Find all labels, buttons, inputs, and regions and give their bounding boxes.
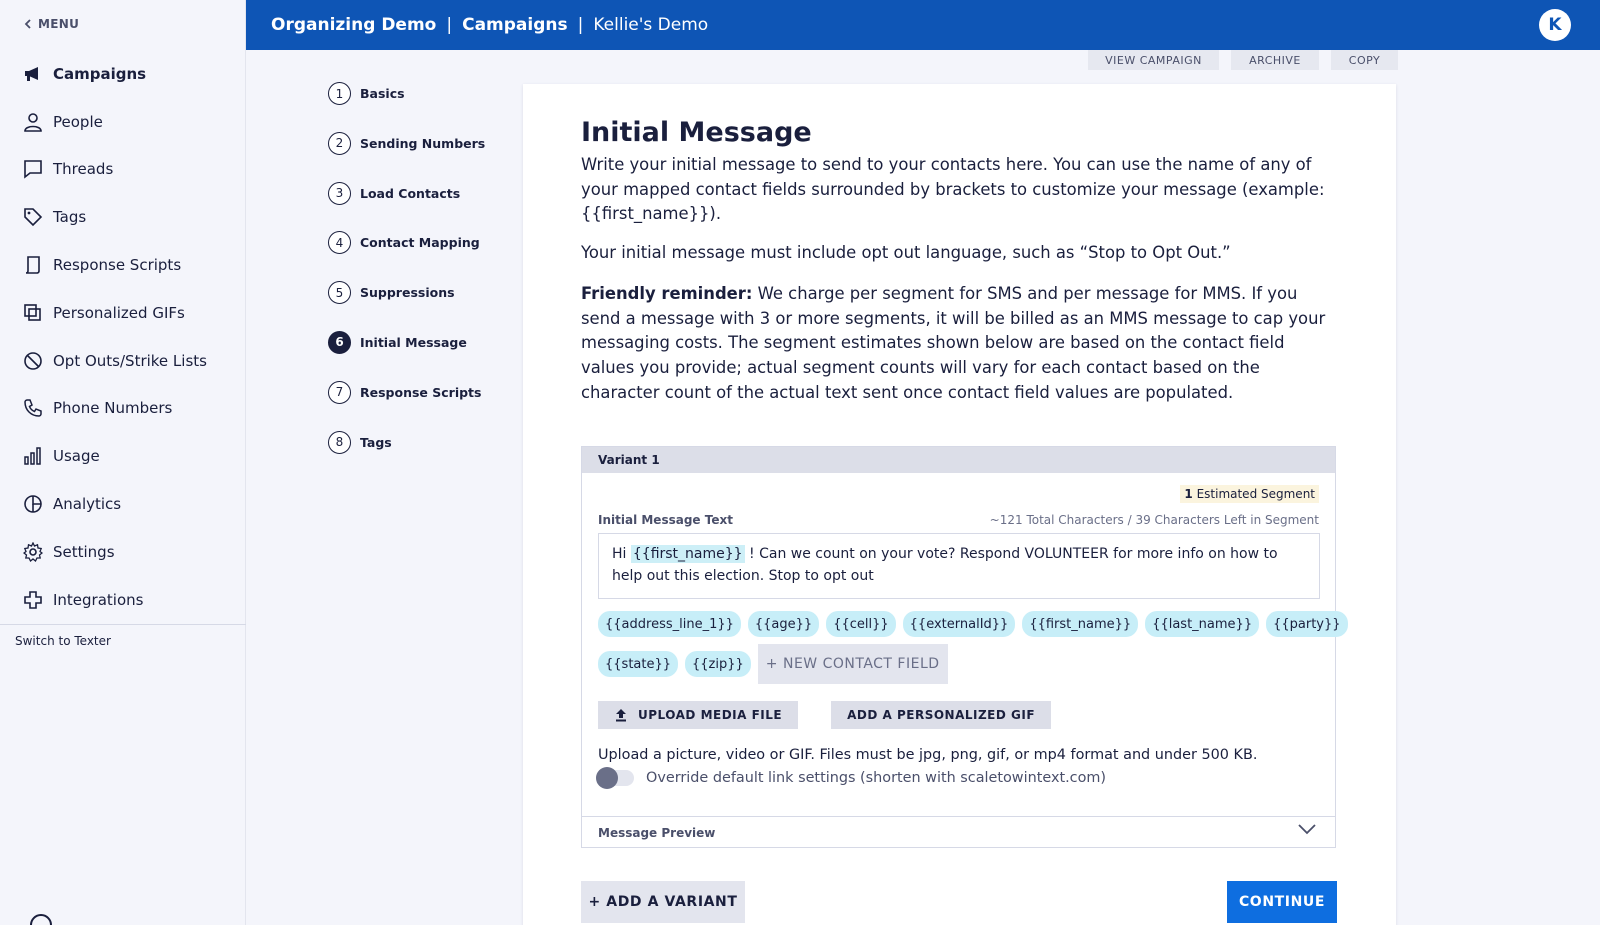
sidebar-item-label: Tags [53, 208, 87, 227]
breadcrumb-separator: | [446, 15, 453, 35]
sidebar-item-personalized-gifs[interactable] [0, 289, 246, 337]
menu-back-link[interactable] [24, 17, 79, 31]
sidebar-item-usage[interactable] [0, 432, 246, 480]
initial-message-card [523, 84, 1396, 925]
step-label: Load Contacts [360, 185, 461, 201]
step-label: Tags [360, 434, 392, 450]
reminder-label: Friendly reminder: [581, 284, 753, 303]
field-chip[interactable]: {{address_line_1}} [598, 611, 741, 637]
gear-icon [23, 542, 43, 562]
block-icon [23, 351, 43, 371]
sidebar [0, 0, 246, 925]
sidebar-item-label: Response Scripts [53, 256, 182, 275]
org-name[interactable]: Organizing Demo [271, 15, 437, 35]
message-token: {{first_name}} [632, 546, 743, 562]
sidebar-nav [0, 50, 246, 624]
step-label: Initial Message [360, 334, 467, 350]
step-number: 1 [328, 82, 351, 105]
message-label: Initial Message Text [598, 513, 733, 527]
sidebar-item-campaigns[interactable] [0, 50, 246, 98]
page-title: Initial Message [581, 117, 812, 148]
pie-chart-icon [23, 494, 43, 514]
reminder-text [581, 282, 1341, 406]
step-number: 8 [328, 431, 351, 454]
help-icon[interactable] [30, 914, 52, 925]
sidebar-item-opt-outs[interactable] [0, 337, 246, 385]
segment-label: Estimated Segment [1192, 487, 1315, 501]
add-gif-button[interactable]: ADD A PERSONALIZED GIF [831, 701, 1051, 729]
sidebar-item-response-scripts[interactable] [0, 241, 246, 289]
step-sending-numbers[interactable] [328, 134, 485, 184]
step-number: 2 [328, 132, 351, 155]
message-prefix: Hi [612, 546, 631, 562]
sidebar-item-settings[interactable] [0, 528, 246, 576]
upload-media-button[interactable] [598, 701, 798, 729]
field-chip[interactable]: {{state}} [598, 651, 678, 677]
puzzle-icon [23, 590, 43, 610]
phone-icon [23, 398, 43, 418]
tag-icon [23, 207, 43, 227]
archive-button[interactable]: ARCHIVE [1231, 50, 1319, 70]
media-actions [598, 701, 1051, 729]
chevron-down-icon [1297, 823, 1317, 835]
megaphone-icon [23, 64, 43, 84]
override-link-setting [596, 770, 1106, 786]
step-label: Contact Mapping [360, 235, 480, 251]
step-label: Response Scripts [360, 384, 482, 400]
optout-note: Your initial message must include opt out language, such as “Stop to Opt Out.” [581, 243, 1231, 262]
upload-note: Upload a picture, video or GIF. Files must be jpg, png, gif, or mp4 format and under 500 KB. [598, 747, 1258, 763]
step-initial-message[interactable] [328, 333, 485, 383]
script-icon [23, 255, 43, 275]
sidebar-item-label: Campaigns [53, 64, 147, 83]
sidebar-item-integrations[interactable] [0, 576, 246, 624]
sidebar-item-label: People [53, 112, 103, 131]
reminder-body: We charge per segment for SMS and per message for MMS. If you send a message with 3 or more segments, it will be billed as an MMS message to cap your messaging costs. The segment estimates shown below are based on the contact field values you provide; actual segment counts will vary for each contact based on the character count of the actual text sent once contact field values are populated. [581, 284, 1326, 402]
step-basics[interactable] [328, 84, 485, 134]
step-number: 6 [328, 331, 351, 354]
step-contact-mapping[interactable] [328, 233, 485, 283]
step-tags[interactable] [328, 433, 485, 483]
upload-media-label: UPLOAD MEDIA FILE [638, 708, 783, 722]
message-preview-toggle[interactable] [582, 816, 1335, 848]
step-number: 5 [328, 281, 351, 304]
step-label: Sending Numbers [360, 135, 486, 151]
field-chip[interactable]: {{party}} [1266, 611, 1347, 637]
sidebar-item-analytics[interactable] [0, 480, 246, 528]
chevron-left-icon [24, 19, 32, 29]
upload-icon [614, 708, 628, 722]
menu-label: MENU [38, 17, 80, 31]
step-label: Basics [360, 86, 405, 101]
contact-field-chips [598, 611, 1341, 691]
continue-button[interactable]: CONTINUE [1227, 881, 1337, 923]
sidebar-item-label: Usage [53, 447, 100, 466]
breadcrumb-campaign-name: Kellie's Demo [593, 15, 709, 35]
sidebar-item-label: Personalized GIFs [53, 303, 185, 322]
sidebar-item-label: Settings [53, 542, 115, 561]
sidebar-item-label: Opt Outs/Strike Lists [53, 351, 207, 370]
field-chip[interactable]: {{first_name}} [1022, 611, 1138, 637]
sidebar-item-label: Analytics [53, 495, 122, 514]
campaign-actions [1088, 50, 1398, 70]
step-number: 7 [328, 381, 351, 404]
step-number: 3 [328, 182, 351, 205]
field-chip[interactable]: {{externalId}} [903, 611, 1016, 637]
step-label: Suppressions [360, 285, 455, 301]
switch-to-texter-link[interactable]: Switch to Texter [15, 634, 111, 648]
segment-badge [1180, 485, 1319, 503]
character-count: ~121 Total Characters / 39 Characters Left in Segment [989, 513, 1319, 527]
field-chip[interactable]: {{zip}} [685, 651, 751, 677]
avatar[interactable]: K [1539, 9, 1571, 41]
gif-icon [23, 303, 43, 323]
step-number: 4 [328, 231, 351, 254]
sidebar-item-label: Integrations [53, 590, 144, 609]
step-load-contacts[interactable] [328, 184, 485, 234]
person-icon [23, 112, 43, 132]
new-contact-field-button[interactable]: + NEW CONTACT FIELD [758, 644, 948, 684]
breadcrumb-separator: | [577, 15, 584, 35]
message-text-field[interactable] [598, 533, 1320, 599]
copy-button[interactable]: COPY [1331, 50, 1398, 70]
step-response-scripts[interactable] [328, 383, 485, 433]
step-suppressions[interactable] [328, 283, 485, 333]
sidebar-item-threads[interactable] [0, 146, 246, 194]
sidebar-item-people[interactable] [0, 98, 246, 146]
field-chip[interactable]: {{age}} [748, 611, 819, 637]
campaign-steps [328, 84, 485, 482]
toggle-knob [596, 767, 618, 789]
bar-chart-icon [23, 446, 43, 466]
field-chip[interactable]: {{last_name}} [1145, 611, 1259, 637]
message-preview-label: Message Preview [598, 825, 716, 840]
segment-count: 1 [1184, 487, 1193, 501]
message-suffix: ! Can we count on your vote? Respond VOLUNTEER for more info on how to help out this election. Stop to opt out [612, 546, 1278, 584]
variant-panel [581, 446, 1341, 848]
intro-text: Write your initial message to send to your contacts here. You can use the name of any of your mapped contact fields surrounded by brackets to customize your message (example: {{first_name}}). [581, 155, 1325, 224]
top-header [246, 0, 1600, 50]
sidebar-item-phone-numbers[interactable] [0, 385, 246, 433]
view-campaign-button[interactable]: VIEW CAMPAIGN [1088, 50, 1219, 70]
breadcrumb-campaigns[interactable]: Campaigns [462, 15, 568, 35]
field-chip[interactable]: {{cell}} [826, 611, 895, 637]
override-link-toggle[interactable] [596, 770, 634, 786]
variant-title: Variant 1 [582, 447, 1335, 473]
sidebar-item-label: Phone Numbers [53, 399, 173, 418]
sidebar-divider [0, 624, 246, 625]
add-variant-button[interactable]: + ADD A VARIANT [581, 881, 745, 923]
override-link-label: Override default link settings (shorten with scaletowintext.com) [646, 770, 1107, 786]
sidebar-item-label: Threads [53, 160, 114, 179]
sidebar-item-tags[interactable] [0, 193, 246, 241]
chat-icon [23, 159, 43, 179]
